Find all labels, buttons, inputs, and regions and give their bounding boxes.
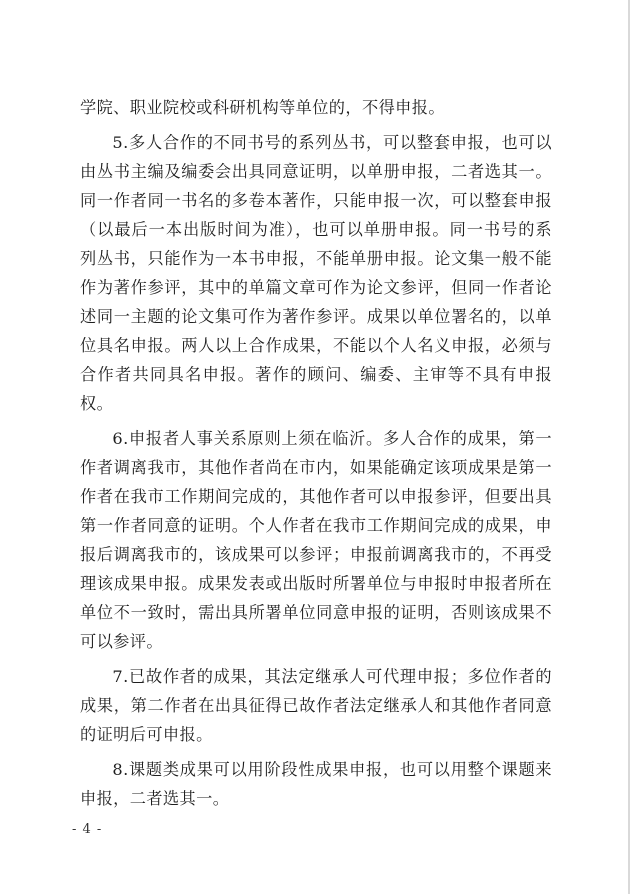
paragraph-continuation: 学院、职业院校或科研机构等单位的，不得申报。 — [80, 98, 445, 117]
paragraph-item-6: 6.申报者人事关系原则上须在临沂。多人合作的成果，第一作者调离我市，其他作者尚在市内，如果能确定该项成果是第一作者在我市工作期间完成的，其他作者可以申报参评，但要出具第一作者同意的证明。个人作者在我市工作期间完成的成果，申报后调离我市的，该成果可以参评；申报前调离我市的，不再受理该成果申报。成果发表或出版时所署单位与申报时申报者所在单位不一致时，需出具所署单位同意申报的证明，否则该成果不可以参评。 — [80, 429, 552, 651]
paragraph-item-7: 7.已故作者的成果，其法定继承人可代理申报；多位作者的成果，第二作者在出具征得已故作者法定继承人和其他作者同意的证明后可申报。 — [80, 667, 552, 744]
page-number: - 4 - — [72, 822, 103, 837]
body-text — [80, 93, 552, 819]
paragraph-item-5: 5.多人合作的不同书号的系列丛书，可以整套申报，也可以由丛书主编及编委会出具同意证明，以单册申报，二者选其一。同一作者同一书名的多卷本著作，只能申报一次，可以整套申报（以最后一本出版时间为准），也可以单册申报。同一书号的系列丛书，只能作为一本书申报，不能单册申报。论文集一般不能作为著作参评，其中的单篇文章可作为论文参评，但同一作者论述同一主题的论文集可作为著作参评。成果以单位署名的，以单位具名申报。两人以上合作成果，不能以个人名义申报，必须与合作者共同具名申报。著作的顾问、编委、主审等不具有申报权。 — [80, 133, 552, 413]
paragraph-item-8: 8.课题类成果可以用阶段性成果申报，也可以用整个课题来申报，二者选其一。 — [80, 760, 552, 808]
